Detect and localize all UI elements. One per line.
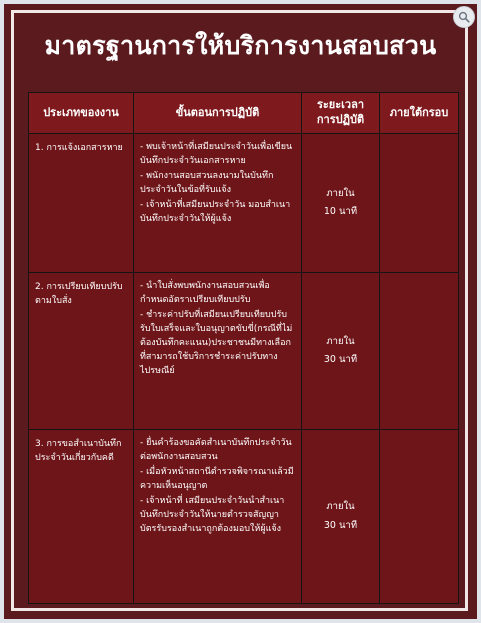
step-item: - พบเจ้าหน้าที่เสมียนประจำวันเพื่อเขียนบันทึกประจำวันเอกสารหาย [140, 142, 293, 166]
row-scope [380, 134, 459, 273]
step-item: - ยื่นคำร้องขอคัดสำเนาบันทึกประจำวันต่อพนักงานสอบสวน [140, 438, 292, 462]
duration-line2: 30 นาที [323, 519, 358, 531]
duration-line1: ภายใน [326, 335, 355, 347]
header-duration-line1: ระยะเวลา [316, 98, 365, 112]
row-type: 2. การเปรียบเทียบปรับตามใบสั่ง [29, 273, 134, 430]
magnify-icon [458, 11, 470, 23]
row-duration [302, 430, 380, 604]
duration-line2: 30 นาที [323, 354, 358, 365]
header-type: ประเภทของงาน [29, 93, 134, 134]
header-scope: ภายใต้กรอบ [380, 93, 459, 134]
step-item: - เจ้าหน้าที่ เสมียนประจำวันนำสำเนาบันทึกประจำวันให้นายตำรวจสัญญาบัตรรับรองสำเนาถูกต้องมอบให้ผู้แจ้ง [140, 495, 285, 534]
duration-line2: 10 นาที [323, 206, 358, 217]
step-item: - พนักงานสอบสวนลงนามในบันทึกประจำวันในข้อที่รับแจ้ง [140, 170, 274, 195]
row-duration [302, 134, 380, 273]
table-row [29, 134, 459, 273]
table-header-row [29, 93, 459, 134]
row-scope [380, 430, 459, 604]
row-type: 1. การแจ้งเอกสารหาย [29, 134, 134, 273]
row-duration [302, 273, 380, 430]
row-steps [134, 134, 302, 273]
table-row [29, 430, 459, 604]
step-item: - เมื่อหัวหน้าสถานีตำรวจพิจารณาแล้วมีความเห็นอนุญาต [140, 466, 294, 491]
duration-line1: ภายใน [326, 187, 355, 199]
step-item: - ชำระค่าปรับที่เสมียนเปรียบเทียบปรับ รับใบเสร็จและใบอนุญาตขับขี่(กรณีที่ไม่ต้องบันทึกคะแนน)ประชาชนมีทางเลือกที่สามารถใช้บริการชำระค่าปรับทางไปรษณีย์ [140, 309, 293, 376]
poster-frame [4, 4, 477, 619]
header-duration-line2: การปฏิบัติ [316, 113, 365, 126]
zoom-button[interactable] [453, 6, 475, 28]
step-item: - เจ้าหน้าที่เสมียนประจำวัน มอบสำเนาบันทึกประจำวันให้ผู้แจ้ง [140, 199, 291, 224]
table-row [29, 273, 459, 430]
row-steps [134, 273, 302, 430]
row-scope [380, 273, 459, 430]
row-type: 3. การขอสำเนาบันทึกประจำวันเกี่ยวกับคดี [29, 430, 134, 604]
service-standard-table [28, 92, 459, 604]
row-steps [134, 430, 302, 604]
step-item: - นำใบสั่งพบพนักงานสอบสวนเพื่อกำหนดอัตราเปรียบเทียบปรับ [140, 281, 270, 305]
page-title: มาตรฐานการให้บริการงานสอบสวน [44, 31, 437, 60]
header-steps: ขั้นตอนการปฏิบัติ [134, 93, 302, 134]
duration-line1: ภายใน [326, 501, 355, 513]
header-duration [302, 93, 380, 134]
